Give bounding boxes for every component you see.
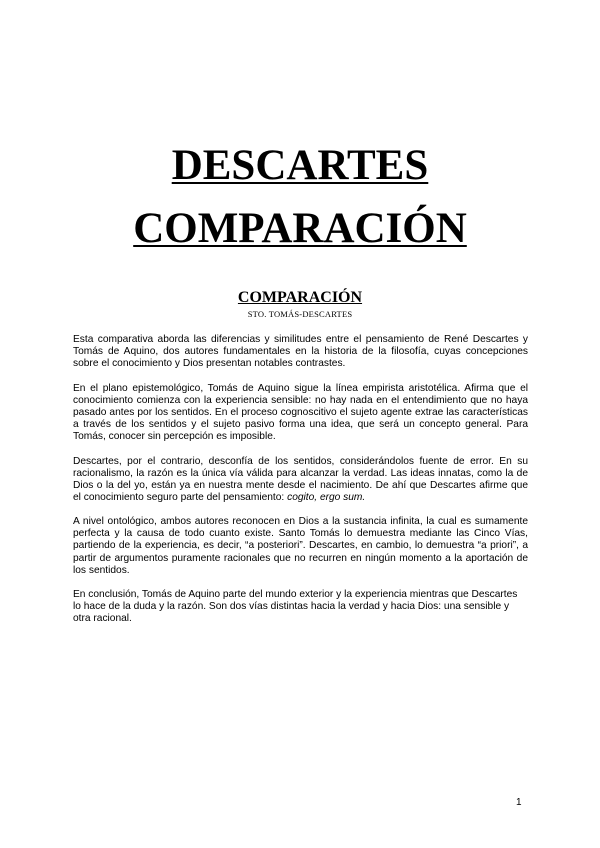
section-heading: COMPARACIÓN: [237, 289, 363, 306]
section-subheading: STO. TOMÁS-DESCARTES: [247, 309, 353, 319]
document-title-line-1: DESCARTES: [171, 142, 429, 189]
body-text: [73, 334, 528, 638]
paragraph-epistemology: En el plano epistemológico, Tomás de Aquino sigue la línea empirista aristotélica. Afirma que el conocimiento comienza con la experiencia sensible: no hay nada en el entendimiento que no haya pasado antes por los sentidos. En el proceso cognoscitivo el sujeto agente extrae las características a través de los sentidos y el sujeto pasivo forma una idea, que será un concepto general. Para Tomás, conocer sin percepción es imposible.: [73, 382, 528, 443]
paragraph-descartes-text: Descartes, por el contrario, desconfía de los sentidos, considerándolos fuente de error. En su racionalismo, la razón es la única vía válida para alcanzar la verdad. Las ideas innatas, como la de Dios o la del yo, están ya en nuestra mente desde el nacimiento. De ahí que Descartes afirme que el conocimiento seguro parte del pensamiento:: [73, 455, 528, 503]
document-title-line-2: COMPARACIÓN: [133, 205, 467, 252]
cogito-quote: cogito, ergo sum.: [287, 491, 366, 503]
paragraph-intro: Esta comparativa aborda las diferencias y similitudes entre el pensamiento de René Descartes y Tomás de Aquino, dos autores fundamentales en la historia de la filosofía, cuyas concepciones sobre el conocimiento y Dios presentan notables contrastes.: [73, 334, 528, 370]
page-number: 1: [516, 797, 522, 808]
paragraph-conclusion: En conclusión, Tomás de Aquino parte del mundo exterior y la experiencia mientras que Descartes lo hace de la duda y la razón. Son dos vías distintas hacia la verdad y hacia Dios: una sensible y otra racional.: [73, 589, 518, 625]
paragraph-ontology: A nivel ontológico, ambos autores reconocen en Dios a la sustancia infinita, la cual es sumamente perfecta y la causa de todo cuanto existe. Santo Tomás lo demuestra mediante las Cinco Vías, partiendo de la experiencia, es decir, “a posteriori”. Descartes, en cambio, lo demuestra “a priori”, a partir de argumentos puramente racionales que no recurren en ningún momento a la aportación de los sentidos.: [73, 516, 528, 576]
paragraph-descartes: [73, 456, 528, 504]
